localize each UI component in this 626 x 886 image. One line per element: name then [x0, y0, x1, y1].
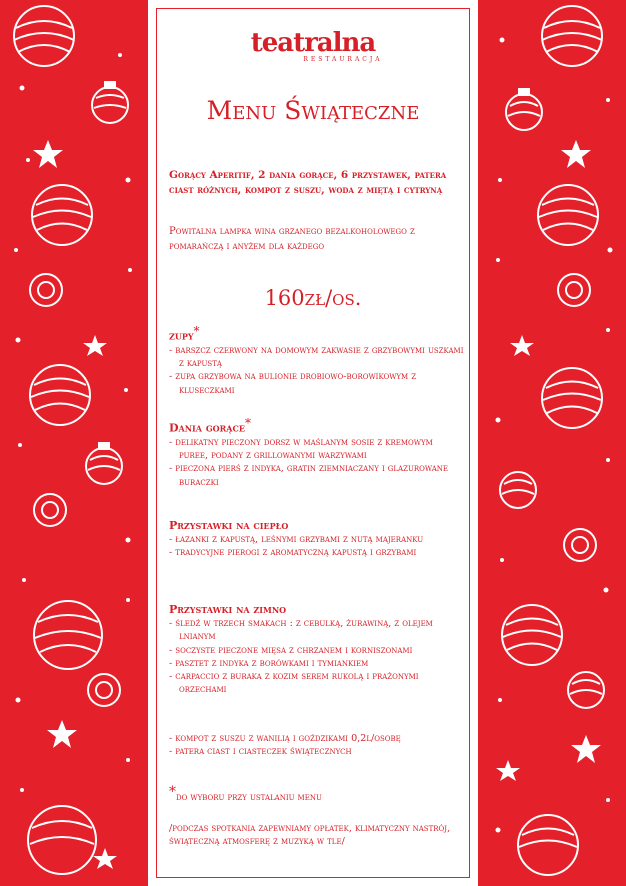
- section-cold-starters: [169, 602, 464, 697]
- intro-text: Gorący Aperitif, 2 dania gorące, 6 przystawek, patera ciast różnych, kompot z suszu, woda z miętą i cytryną: [169, 169, 447, 196]
- ornaments-left-icon: [0, 0, 148, 886]
- list-item: - carpaccio z buraka z kozim serem rukolą i prażonymi orzechami: [169, 671, 419, 696]
- menu-panel: [148, 0, 478, 886]
- list-item: - delikatny pieczony dorsz w maślanym sosie z kremowym puree, podany z grillowanymi warzywami: [169, 436, 433, 461]
- section-heading: Dania gorące*: [169, 416, 251, 435]
- ornaments-right-icon: [478, 0, 626, 886]
- list-item: - zupa grzybowa na bulionie drobiowo-borowikowym z kluseczkami: [169, 371, 417, 396]
- welcome-text: Powitalna lampka wina grzanego bezalkoholowego z pomarańczą i anyżem dla każdego: [169, 226, 415, 252]
- list-item: - pasztet z indyka z borówkami i tymiankiem: [169, 657, 369, 669]
- section-heading: Przystawki na ciepło: [169, 519, 289, 532]
- section-hot-dishes: [169, 416, 464, 489]
- section-warm-starters: [169, 518, 464, 560]
- list-item: - patera ciast i ciasteczek świątecznych: [169, 746, 352, 758]
- list-item: - soczyste pieczone mięsa z chrzanem i korniszonami: [169, 644, 413, 656]
- section-heading: zupy*: [169, 324, 200, 343]
- list-item: - śledź w trzech smakach : z cebulką, żurawiną, z olejem lnianym: [169, 618, 433, 643]
- right-decoration: [478, 0, 626, 886]
- left-decoration: [0, 0, 148, 886]
- logo-subtitle: RESTAURACJA: [303, 56, 383, 63]
- footer-note: /podczas spotkania zapewniamy opłatek, klimatyczny nastrój, świąteczną atmosferę z muzyką w tle/: [169, 823, 451, 848]
- extras: [169, 732, 464, 759]
- logo-name: teatralna: [250, 28, 376, 58]
- section-soups: [169, 324, 464, 397]
- list-item: - pieczona pierś z indyka, gratin ziemniaczany i glazurowane buraczki: [169, 463, 448, 488]
- logo: [148, 28, 478, 63]
- list-item: - tradycyjne pierogi z aromatyczną kapustą i grzybami: [169, 547, 417, 559]
- section-heading: Przystawki na zimno: [169, 603, 287, 616]
- price: 160zł/os.: [264, 286, 362, 310]
- list-item: - łazanki z kapustą, leśnymi grzybami z nutą majeranku: [169, 534, 424, 545]
- list-item: - barszcz czerwony na domowym zakwasie z grzybowymi uszkami z kapustą: [169, 344, 464, 369]
- page-title: Menu Świąteczne: [206, 96, 420, 125]
- choice-note: *do wyboru przy ustalaniu menu: [169, 784, 322, 804]
- list-item: - kompot z suszu z wanilią i goździkami 0,2l/osobę: [169, 733, 401, 744]
